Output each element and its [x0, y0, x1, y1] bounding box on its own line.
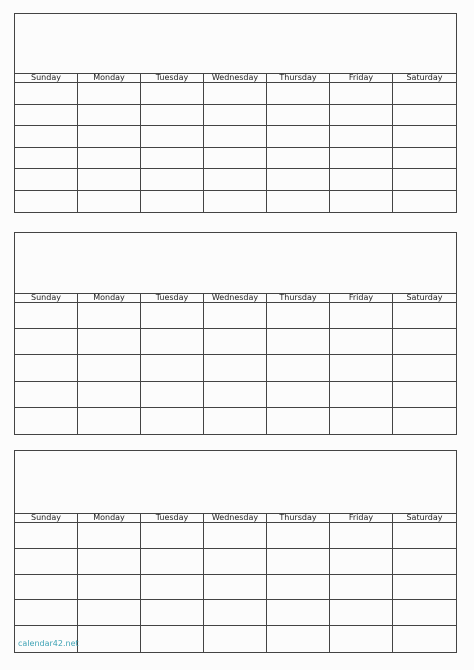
day-cell — [141, 169, 204, 191]
day-cell — [267, 303, 330, 329]
month-title-area — [15, 14, 456, 74]
day-cell — [141, 126, 204, 148]
weekday-header-thursday: Thursday — [267, 73, 330, 83]
day-cell — [267, 523, 330, 549]
day-cell — [204, 303, 267, 329]
day-cell — [204, 329, 267, 355]
weekday-header-tuesday: Tuesday — [141, 513, 204, 523]
day-cell — [204, 575, 267, 601]
calendar-grid — [15, 293, 456, 434]
day-cell — [141, 382, 204, 408]
day-cell — [267, 549, 330, 575]
day-cell — [15, 148, 78, 170]
weekday-header-wednesday: Wednesday — [204, 513, 267, 523]
calendar-grid — [15, 513, 456, 652]
day-cell — [330, 148, 393, 170]
day-cell — [204, 169, 267, 191]
day-cell — [204, 148, 267, 170]
day-cell — [78, 303, 141, 329]
weekday-header-thursday: Thursday — [267, 513, 330, 523]
day-cell — [330, 83, 393, 105]
weekday-header-wednesday: Wednesday — [204, 293, 267, 303]
day-cell — [330, 408, 393, 434]
day-cell — [78, 626, 141, 652]
day-cell — [393, 329, 456, 355]
day-cell — [267, 105, 330, 127]
day-cell — [15, 126, 78, 148]
day-cell — [78, 169, 141, 191]
day-cell — [393, 126, 456, 148]
day-cell — [330, 169, 393, 191]
day-cell — [393, 83, 456, 105]
day-cell — [330, 575, 393, 601]
day-cell — [330, 329, 393, 355]
day-cell — [330, 303, 393, 329]
day-cell — [204, 126, 267, 148]
month-title-area — [15, 451, 456, 514]
day-cell — [393, 169, 456, 191]
day-cell — [330, 355, 393, 381]
day-cell — [141, 148, 204, 170]
weekday-header-wednesday: Wednesday — [204, 73, 267, 83]
day-cell — [330, 523, 393, 549]
day-cell — [393, 408, 456, 434]
day-cell — [141, 549, 204, 575]
day-cell — [267, 600, 330, 626]
day-cell — [78, 83, 141, 105]
day-cell — [204, 355, 267, 381]
month-title-area — [15, 233, 456, 294]
day-cell — [141, 626, 204, 652]
day-cell — [141, 105, 204, 127]
day-cell — [330, 549, 393, 575]
weekday-header-friday: Friday — [330, 513, 393, 523]
day-cell — [393, 575, 456, 601]
day-cell — [393, 303, 456, 329]
watermark-text: calendar42.net — [18, 639, 79, 648]
day-cell — [204, 408, 267, 434]
day-cell — [330, 382, 393, 408]
day-cell — [78, 523, 141, 549]
day-cell — [393, 355, 456, 381]
day-cell — [204, 382, 267, 408]
day-cell — [15, 549, 78, 575]
day-cell — [78, 105, 141, 127]
day-cell — [393, 148, 456, 170]
month-block-1 — [14, 13, 457, 213]
day-cell — [15, 105, 78, 127]
day-cell — [15, 355, 78, 381]
day-cell — [204, 549, 267, 575]
day-cell — [267, 191, 330, 213]
day-cell — [78, 408, 141, 434]
day-cell — [78, 355, 141, 381]
day-cell — [78, 549, 141, 575]
weekday-header-thursday: Thursday — [267, 293, 330, 303]
day-cell — [393, 523, 456, 549]
day-cell — [204, 523, 267, 549]
day-cell — [393, 105, 456, 127]
weekday-header-tuesday: Tuesday — [141, 293, 204, 303]
day-cell — [393, 600, 456, 626]
day-cell — [267, 575, 330, 601]
day-cell — [15, 600, 78, 626]
day-cell — [267, 329, 330, 355]
day-cell — [393, 549, 456, 575]
day-cell — [267, 626, 330, 652]
day-cell — [78, 148, 141, 170]
day-cell — [267, 126, 330, 148]
weekday-header-sunday: Sunday — [15, 513, 78, 523]
month-block-3 — [14, 450, 457, 653]
weekday-header-monday: Monday — [78, 293, 141, 303]
day-cell — [78, 126, 141, 148]
day-cell — [15, 329, 78, 355]
weekday-header-friday: Friday — [330, 73, 393, 83]
day-cell — [141, 83, 204, 105]
day-cell — [141, 575, 204, 601]
day-cell — [15, 382, 78, 408]
weekday-header-monday: Monday — [78, 73, 141, 83]
day-cell — [330, 600, 393, 626]
day-cell — [393, 191, 456, 213]
day-cell — [141, 523, 204, 549]
weekday-header-sunday: Sunday — [15, 73, 78, 83]
day-cell — [15, 303, 78, 329]
day-cell — [78, 575, 141, 601]
day-cell — [204, 105, 267, 127]
day-cell — [267, 148, 330, 170]
day-cell — [330, 105, 393, 127]
day-cell — [141, 600, 204, 626]
day-cell — [15, 83, 78, 105]
day-cell — [141, 303, 204, 329]
day-cell — [15, 575, 78, 601]
day-cell — [267, 355, 330, 381]
day-cell — [204, 191, 267, 213]
day-cell — [267, 169, 330, 191]
day-cell — [204, 626, 267, 652]
day-cell — [330, 191, 393, 213]
day-cell — [15, 191, 78, 213]
day-cell — [267, 408, 330, 434]
day-cell — [204, 600, 267, 626]
weekday-header-friday: Friday — [330, 293, 393, 303]
day-cell — [204, 83, 267, 105]
day-cell — [141, 408, 204, 434]
day-cell — [15, 523, 78, 549]
calendar-grid — [15, 73, 456, 212]
day-cell — [78, 191, 141, 213]
weekday-header-sunday: Sunday — [15, 293, 78, 303]
day-cell — [393, 382, 456, 408]
day-cell — [15, 169, 78, 191]
day-cell — [141, 329, 204, 355]
weekday-header-monday: Monday — [78, 513, 141, 523]
month-block-2 — [14, 232, 457, 435]
day-cell — [393, 626, 456, 652]
day-cell — [78, 600, 141, 626]
weekday-header-saturday: Saturday — [393, 293, 456, 303]
day-cell — [267, 382, 330, 408]
day-cell — [330, 126, 393, 148]
day-cell — [330, 626, 393, 652]
day-cell — [78, 329, 141, 355]
weekday-header-saturday: Saturday — [393, 513, 456, 523]
day-cell — [267, 83, 330, 105]
day-cell — [141, 191, 204, 213]
day-cell — [78, 382, 141, 408]
day-cell — [15, 408, 78, 434]
weekday-header-saturday: Saturday — [393, 73, 456, 83]
day-cell — [141, 355, 204, 381]
weekday-header-tuesday: Tuesday — [141, 73, 204, 83]
